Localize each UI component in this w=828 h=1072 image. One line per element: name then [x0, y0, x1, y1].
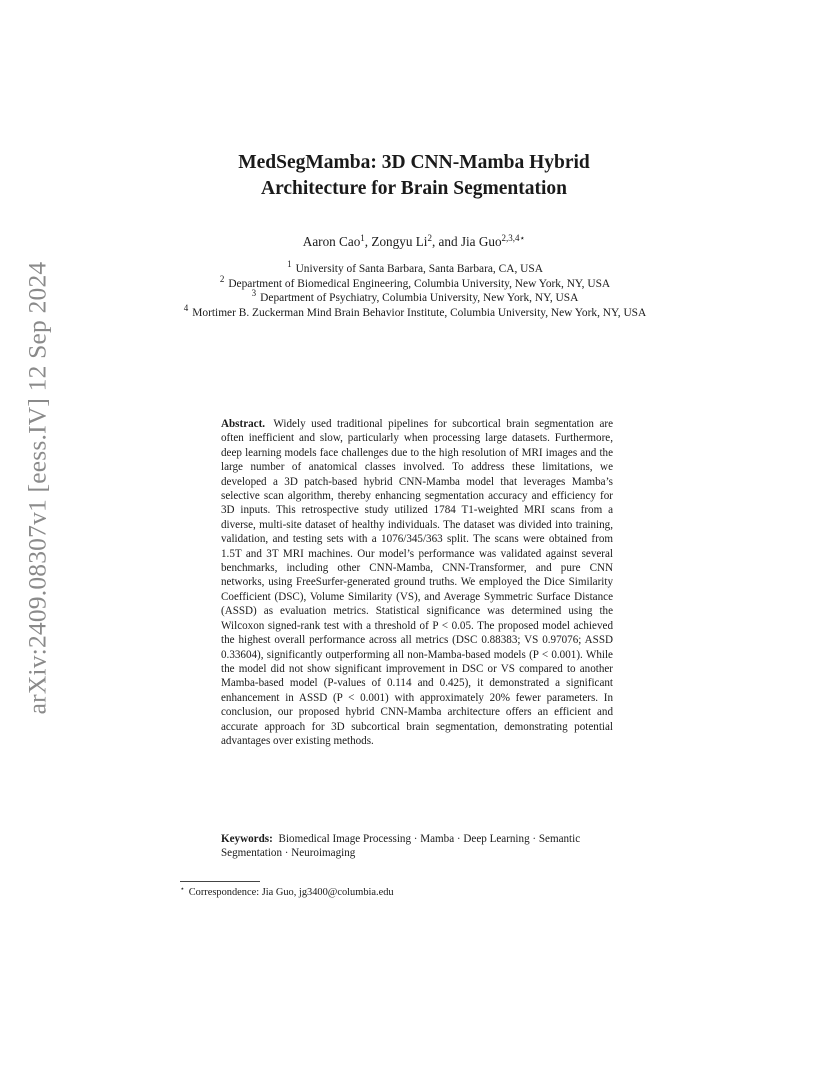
- affiliation-list: [180, 259, 650, 320]
- keywords-text: Biomedical Image Processing · Mamba · Deep Learning · Semantic Segmentation · Neuroimaging: [221, 833, 581, 860]
- affiliation-number: 1: [287, 259, 292, 269]
- affiliation-text: Mortimer B. Zuckerman Mind Brain Behavior Institute, Columbia University, New York, NY, USA: [192, 306, 647, 319]
- author-name: Zongyu Li: [371, 234, 428, 249]
- arxiv-identifier-text: arXiv:2409.08307v1 [eess.IV] 12 Sep 2024: [22, 261, 51, 715]
- keywords-label: Keywords:: [221, 833, 273, 845]
- affiliation-item: [180, 259, 650, 277]
- footnote-divider: [180, 881, 260, 882]
- affiliation-number: 3: [251, 288, 257, 299]
- footnote-mark: ⋆: [180, 884, 185, 893]
- affiliation-item: [180, 273, 650, 292]
- affiliation-text: University of Santa Barbara, Santa Barbara, CA, USA: [295, 263, 543, 275]
- author-affiliation-mark: 1: [360, 233, 365, 243]
- keywords: [221, 832, 613, 861]
- footnote-text: Correspondence: Jia Guo, jg3400@columbia.edu: [188, 887, 394, 898]
- author-list: [180, 233, 648, 250]
- abstract-text: Widely used traditional pipelines for subcortical brain segmentation are often inefficient and slow, particularly when processing large datasets. Furthermore, deep learning models face challenges due to the high resolution of MRI images and the large number of anatomical classes involved. To address these limitations, we developed a 3D patch-based hybrid CNN-Mamba model that leverages Mamba’s selective scan algorithm, thereby enhancing segmentation accuracy and efficiency for 3D inputs. This retrospective study utilized 1784 T1-weighted MRI scans from a diverse, multi-site dataset of healthy individuals. The dataset was divided into training, validation, and testing sets with a 1076/345/363 split. The scans were obtained from 1.5T and 3T MRI machines. Our model’s performance was validated against several benchmarks, including other CNN-Mamba, CNN-Transformer, and pure CNN networks, using FreeSurfer-generated ground truths. We employed the Dice Similarity Coefficient (DSC), Volume Similarity (VS), and Average Symmetric Surface Distance (ASSD) as evaluation metrics. Statistical significance was determined using the Wilcoxon signed-rank test with a threshold of P < 0.05. The proposed model achieved the highest overall performance across all metrics (DSC 0.88383; VS 0.97076; ASSD 0.33604), significantly outperforming all non-Mamba-based models (P < 0.001). While the model did not show significant improvement in DSC or VS compared to another Mamba-based model (P-values of 0.114 and 0.425), it demonstrated a significant enhancement in ASSD (P < 0.001) with approximately 20% fewer parameters. In conclusion, our proposed hybrid CNN-Mamba architecture offers an efficient and accurate approach for 3D subcortical brain segmentation, demonstrating potential advantages over existing methods.: [221, 418, 613, 747]
- abstract-label: Abstract.: [221, 418, 266, 430]
- title-line-2: Architecture for Brain Segmentation: [261, 178, 567, 199]
- author-affiliation-mark: 2,3,4⋆: [501, 233, 526, 243]
- author-separator: ,: [364, 234, 372, 249]
- affiliation-text: Department of Biomedical Engineering, Columbia University, New York, NY, USA: [228, 277, 611, 290]
- author-affiliation-mark: 2: [427, 233, 432, 243]
- author-separator: , and: [431, 234, 461, 249]
- affiliation-item: [180, 302, 650, 321]
- author-name: Aaron Cao: [302, 234, 361, 249]
- abstract: [221, 417, 613, 748]
- affiliation-text: Department of Psychiatry, Columbia University, New York, NY, USA: [260, 292, 579, 305]
- paper-title: [180, 150, 648, 202]
- title-line-1: MedSegMamba: 3D CNN-Mamba Hybrid: [238, 152, 590, 173]
- author-name: Jia Guo: [460, 234, 502, 249]
- affiliation-number: 4: [183, 302, 189, 313]
- arxiv-identifier-stamp: [22, 261, 52, 715]
- correspondence-footnote: [180, 886, 650, 899]
- affiliation-item: [180, 288, 650, 306]
- affiliation-number: 2: [219, 273, 225, 284]
